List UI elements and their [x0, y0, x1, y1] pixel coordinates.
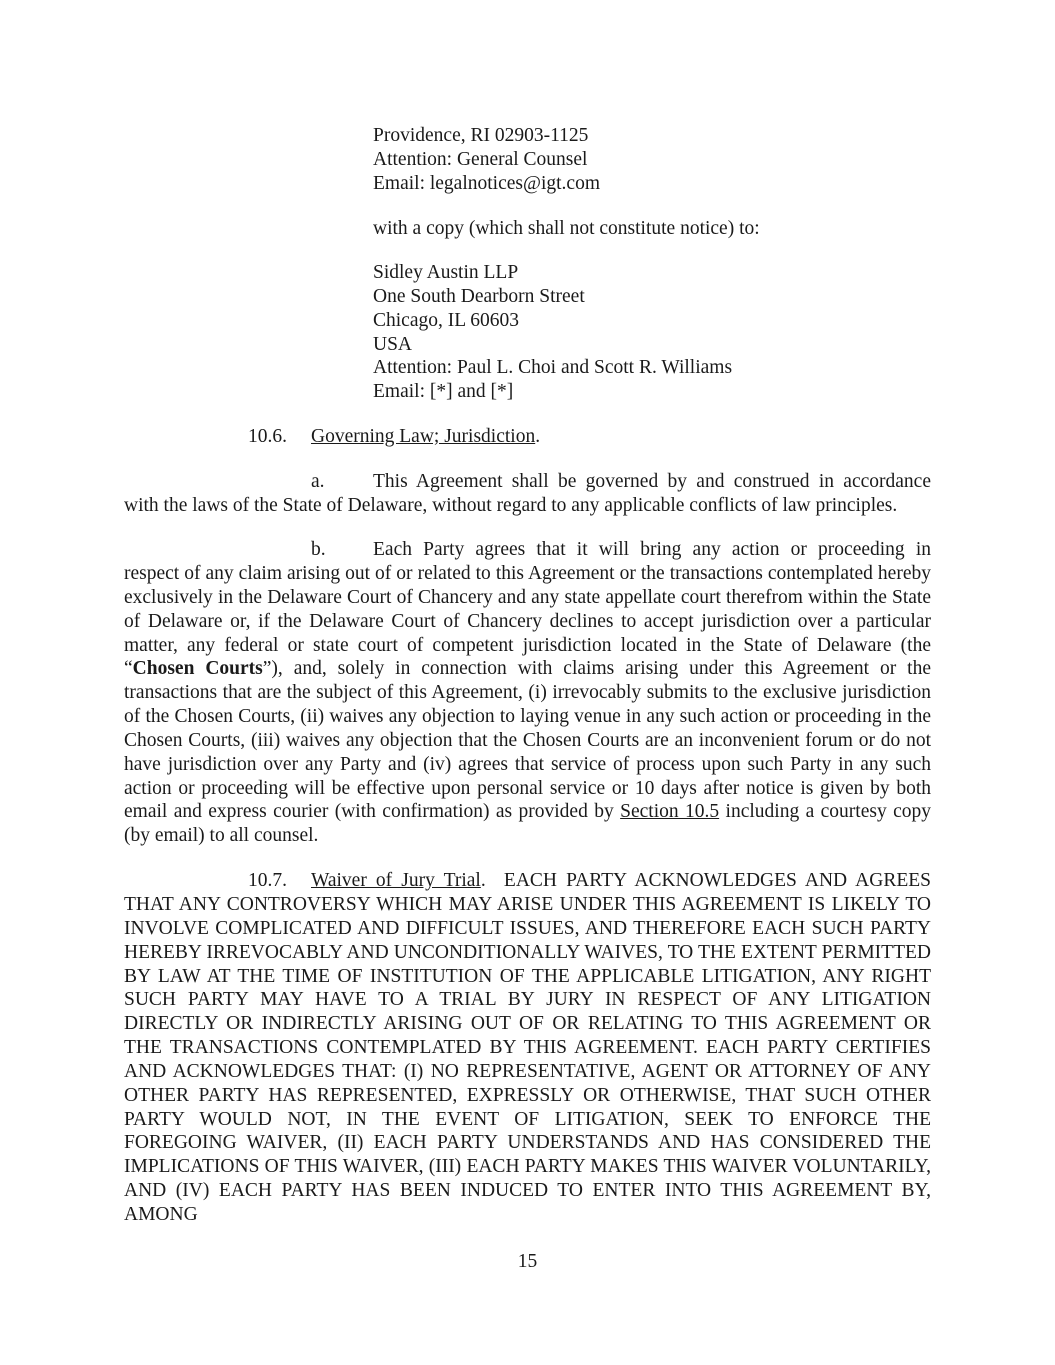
address-line: Email: legalnotices@igt.com — [373, 173, 600, 194]
address-line: Attention: General Counsel — [373, 149, 588, 170]
address-line: Chicago, IL 60603 — [373, 310, 520, 331]
section-10-7-text: EACH PARTY ACKNOWLEDGES AND AGREES — [503, 870, 932, 891]
para-b-first-line: Each Party agrees that it will bring any action or proceeding in — [373, 539, 931, 560]
para-a-first-line: This Agreement shall be governed by and construed in accordance — [373, 471, 931, 492]
para-b-text: respect of any claim arising out of or related to this Agreement or the transactions contemplated hereby exclusively in the Delaware Court of Chancery and any state appellate court therefrom within the State of Delaware or, if the Delaware Court of Chancery declines to accept jurisdiction over a particular matter, any federal or state court of competent jurisdiction located in the State of Delaware (the “ — [124, 563, 931, 680]
address-line: One South Dearborn Street — [373, 286, 585, 307]
defined-term: Chosen Courts — [132, 658, 263, 680]
para-b-body — [124, 562, 931, 848]
para-a-rest: with the laws of the State of Delaware, without regard to any applicable conflicts of law principles. — [124, 495, 898, 516]
address-line: Sidley Austin LLP — [373, 262, 519, 283]
section-number: 10.6. — [248, 426, 287, 447]
section-heading — [311, 425, 540, 449]
section-number: 10.7. — [248, 870, 287, 891]
para-b-text: ”), and, solely in connection with claims arising under this Agreement or the transactions that are the subject of this Agreement, (i) irrevocably submits to the exclusive jurisdiction of the Chosen Courts, (ii) waives any objection to laying venue in any such action or proceeding in the Chosen Courts, (iii) waives any objection that the Chosen Courts are an inconvenient forum or do not have jurisdiction over any Party and (iv) agrees that service of process upon such Party in any such action or proceeding will be effective upon personal service or 10 days after notice is given by both email and express courier (with confirmation) as provided by — [124, 658, 931, 823]
section-10-7-first-line — [311, 869, 931, 893]
copy-note: with a copy (which shall not constitute notice) to: — [373, 218, 760, 239]
para-b-text: including a courtesy copy (by email) to all counsel. — [124, 801, 931, 847]
para-label: a. — [311, 471, 325, 492]
section-10-7-body: THAT ANY CONTROVERSY WHICH MAY ARISE UNDER THIS AGREEMENT IS LIKELY TO INVOLVE COMPLICATED AND DIFFICULT ISSUES, AND THEREFORE EACH SUCH PARTY HEREBY IRREVOCABLY AND UNCONDITIONALLY WAIVES, TO THE EXTENT PERMITTED BY LAW AT THE TIME OF INSTITUTION OF THE APPLICABLE LITIGATION, ANY RIGHT SUCH PARTY MAY HAVE TO A TRIAL BY JURY IN RESPECT OF ANY LITIGATION DIRECTLY OR INDIRECTLY ARISING OUT OF OR RELATING TO THIS AGREEMENT OR THE TRANSACTIONS CONTEMPLATED BY THIS AGREEMENT. EACH PARTY CERTIFIES AND ACKNOWLEDGES THAT: (I) NO REPRESENTATIVE, AGENT OR ATTORNEY OF ANY OTHER PARTY HAS REPRESENTED, EXPRESSLY OR OTHERWISE, THAT SUCH OTHER PARTY WOULD NOT, IN THE EVENT OF LITIGATION, SEEK TO ENFORCE THE FOREGOING WAIVER, (II) EACH PARTY UNDERSTANDS AND HAS CONSIDERED THE IMPLICATIONS OF THIS WAIVER, (III) EACH PARTY MAKES THIS WAIVER VOLUNTARILY, AND (IV) EACH PARTY HAS BEEN INDUCED TO ENTER INTO THIS AGREEMENT BY, AMONG — [124, 894, 931, 1225]
address-line: Providence, RI 02903-1125 — [373, 125, 589, 146]
heading-suffix: . — [535, 426, 541, 447]
heading-suffix: . — [480, 870, 486, 891]
section-reference: Section 10.5 — [620, 801, 720, 823]
address-line: Email: [*] and [*] — [373, 381, 514, 402]
para-label: b. — [311, 539, 326, 560]
section-heading-text: Waiver of Jury Trial — [311, 870, 481, 891]
address-line: Attention: Paul L. Choi and Scott R. Williams — [373, 357, 733, 378]
address-line: USA — [373, 334, 413, 355]
section-heading-text: Governing Law; Jurisdiction — [311, 426, 536, 447]
page-number: 15 — [517, 1251, 538, 1272]
